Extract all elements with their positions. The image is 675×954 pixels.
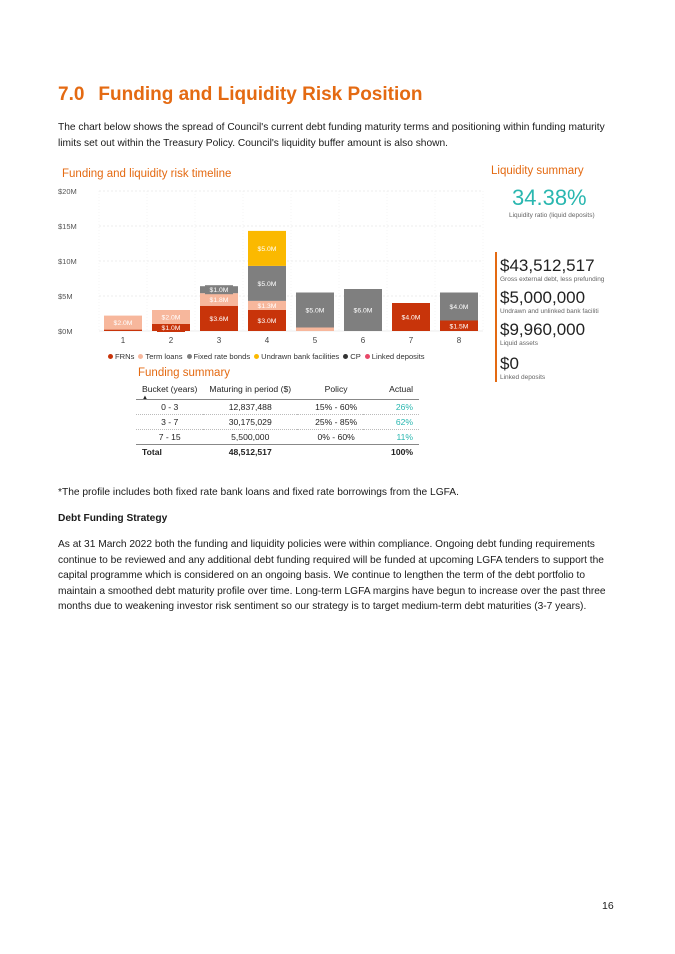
liquidity-ratio-caption: Liquidity ratio (liquid deposits): [509, 212, 595, 219]
legend-label: Fixed rate bonds: [193, 352, 251, 361]
cell-actual: 26%: [363, 400, 419, 415]
legend-label: Term loans: [145, 352, 183, 361]
chart-title: Funding and liquidity risk timeline: [62, 168, 232, 180]
funding-summary-title: Funding summary: [138, 367, 231, 379]
x-tick-label: 4: [264, 336, 270, 345]
data-label: $2.0M: [161, 314, 181, 322]
legend-label: Undrawn bank facilities: [261, 352, 340, 361]
funding-summary-table: [136, 381, 419, 459]
liquidity-summary-title: Liquidity summary: [491, 165, 584, 177]
column-header-bucket[interactable]: Bucket (years) ▲: [136, 381, 203, 400]
funding-summary-table-wrap: [136, 381, 419, 459]
column-header-policy[interactable]: Policy: [297, 381, 363, 400]
section-heading: [58, 84, 422, 106]
strategy-body: As at 31 March 2022 both the funding and liquidity policies were within compliance. Ongoing debt funding requirements continue to be reviewed and any additional debt funding required will be funded at upcoming LGFA tenders to support the capital programme which is considered on an ongoing basis. We continue to lengthen the term of the debt portfolio to maintain a smoothed debt maturity profile over time. Long-term LGFA margins have begun to increase over the past three months due to weakening investor risk sentiment so our strategy is to target medium-term debt maturities (3-7 years).: [58, 539, 606, 613]
liquidity-caption-undrawn: Undrawn and unlinked bank faciliti: [500, 308, 599, 315]
total-maturing: 48,512,517: [203, 445, 297, 460]
data-label: $2.0M: [113, 320, 133, 328]
intro-paragraph: The chart below shows the spread of Council's current debt funding maturity terms and positioning within funding maturity limits set out within the Treasury Policy. Council's liquidity buffer amount is also shown.: [58, 122, 605, 149]
legend-swatch: [187, 354, 192, 359]
liquidity-value-liquid-assets: $9,960,000: [500, 320, 586, 339]
x-tick-label: 7: [408, 336, 414, 345]
legend-label: CP: [350, 352, 361, 361]
data-label: $3.0M: [257, 318, 277, 325]
data-label: $5.0M: [257, 280, 277, 288]
cell-maturing: 5,500,000: [203, 430, 297, 445]
legend-swatch: [343, 354, 348, 359]
y-tick-label: $0M: [58, 327, 73, 336]
x-tick-label: 8: [456, 336, 462, 345]
strategy-heading: Debt Funding Strategy: [58, 513, 168, 524]
legend-swatch: [254, 354, 259, 359]
section-title: Funding and Liquidity Risk Position: [98, 84, 423, 105]
y-tick-label: $5M: [58, 292, 73, 301]
cell-bucket: 7 - 15: [136, 430, 203, 445]
cell-actual: 62%: [363, 415, 419, 430]
y-tick-label: $20M: [58, 187, 77, 196]
legend-swatch: [365, 354, 370, 359]
chart-legend: [108, 352, 425, 361]
table-row: [136, 415, 419, 430]
table-header-row: [136, 381, 419, 400]
cell-bucket: 0 - 3: [136, 400, 203, 415]
y-tick-label: $10M: [58, 257, 77, 266]
x-tick-label: 3: [216, 336, 222, 345]
cell-bucket: 3 - 7: [136, 415, 203, 430]
table-row: [136, 430, 419, 445]
liquidity-ratio: 34.38%: [512, 185, 587, 210]
data-label: $5.0M: [257, 245, 277, 253]
total-actual: 100%: [363, 445, 419, 460]
sort-asc-icon[interactable]: ▲: [142, 395, 148, 401]
data-label: $1.3M: [257, 302, 277, 310]
legend-label: FRNs: [115, 352, 135, 361]
data-label: $3.6M: [209, 315, 229, 323]
data-label: $6.0M: [353, 307, 373, 315]
liquidity-caption-liquid-assets: Liquid assets: [500, 340, 538, 347]
data-label: $1.0M: [209, 287, 229, 295]
funding-timeline-chart: [55, 183, 485, 351]
liquidity-value-linked-deposits: $0: [500, 354, 519, 373]
data-label: $1.0M: [161, 325, 181, 332]
liquidity-value-gross-debt: $43,512,517: [500, 256, 595, 275]
liquidity-caption-linked-deposits: Linked deposits: [500, 374, 546, 381]
footnote: *The profile includes both fixed rate bank loans and fixed rate borrowings from the LGFA.: [58, 487, 459, 498]
cell-policy: 25% - 85%: [297, 415, 363, 430]
cell-actual: 11%: [363, 430, 419, 445]
cell-maturing: 30,175,029: [203, 415, 297, 430]
cell-policy: 15% - 60%: [297, 400, 363, 415]
table-total-row: [136, 445, 419, 460]
x-tick-label: 6: [360, 336, 366, 345]
data-label: $5.0M: [305, 307, 325, 315]
total-label: Total: [136, 445, 203, 460]
x-tick-label: 2: [168, 336, 174, 345]
table-row: [136, 400, 419, 415]
data-label: $4.0M: [449, 304, 469, 311]
y-tick-label: $15M: [58, 222, 77, 231]
page-number: 16: [602, 900, 614, 912]
section-number: 7.0: [58, 84, 85, 105]
data-label: $1.5M: [449, 323, 469, 331]
bar-segment: [296, 328, 334, 332]
x-tick-label: 5: [312, 336, 318, 345]
x-tick-label: 1: [120, 336, 126, 345]
cell-maturing: 12,837,488: [203, 400, 297, 415]
data-label: $4.0M: [401, 314, 421, 322]
liquidity-caption-gross-debt: Gross external debt, less prefunding: [500, 276, 605, 283]
total-policy: [297, 445, 363, 460]
legend-label: Linked deposits: [371, 352, 425, 361]
column-header-actual[interactable]: Actual: [363, 381, 419, 400]
column-header-maturing[interactable]: Maturing in period ($): [203, 381, 297, 400]
data-label: $1.8M: [209, 297, 229, 304]
cell-policy: 0% - 60%: [297, 430, 363, 445]
liquidity-value-undrawn: $5,000,000: [500, 288, 586, 307]
bar-segment: [104, 330, 142, 331]
legend-swatch: [108, 354, 113, 359]
liquidity-accent-bar: [495, 252, 497, 382]
legend-swatch: [138, 354, 143, 359]
